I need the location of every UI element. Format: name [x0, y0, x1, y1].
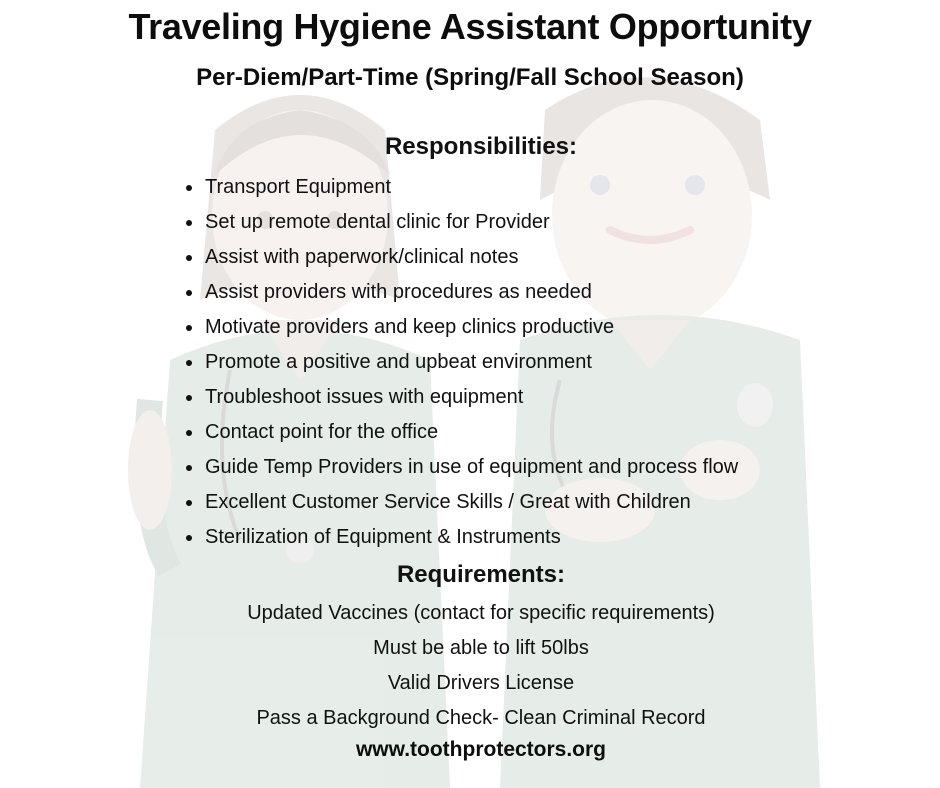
requirement-item: Must be able to lift 50lbs	[373, 637, 589, 659]
responsibilities-heading: Responsibilities:	[384, 133, 578, 160]
list-item: Guide Temp Providers in use of equipment and process flow	[182, 451, 738, 486]
list-item: Promote a positive and upbeat environment	[182, 346, 738, 381]
list-item: Transport Equipment	[182, 171, 738, 206]
requirement-item: Valid Drivers License	[387, 672, 575, 694]
list-item: Motivate providers and keep clinics productive	[182, 311, 738, 346]
responsibilities-list	[182, 171, 738, 556]
page-subtitle: Per-Diem/Part-Time (Spring/Fall School Season)	[196, 64, 744, 91]
list-item: Excellent Customer Service Skills / Great with Children	[182, 486, 738, 521]
requirements-heading: Requirements:	[396, 561, 566, 588]
list-item: Assist with paperwork/clinical notes	[182, 241, 738, 276]
page-title: Traveling Hygiene Assistant Opportunity	[128, 6, 812, 47]
list-item: Troubleshoot issues with equipment	[182, 381, 738, 416]
list-item: Contact point for the office	[182, 416, 738, 451]
requirement-item: Updated Vaccines (contact for specific requirements)	[247, 602, 715, 624]
requirement-item: Pass a Background Check- Clean Criminal Record	[256, 707, 706, 729]
list-item: Sterilization of Equipment & Instruments	[182, 521, 738, 556]
list-item: Assist providers with procedures as needed	[182, 276, 738, 311]
list-item: Set up remote dental clinic for Provider	[182, 206, 738, 241]
requirements-list	[0, 597, 940, 737]
website-link[interactable]: www.toothprotectors.org	[355, 738, 607, 761]
